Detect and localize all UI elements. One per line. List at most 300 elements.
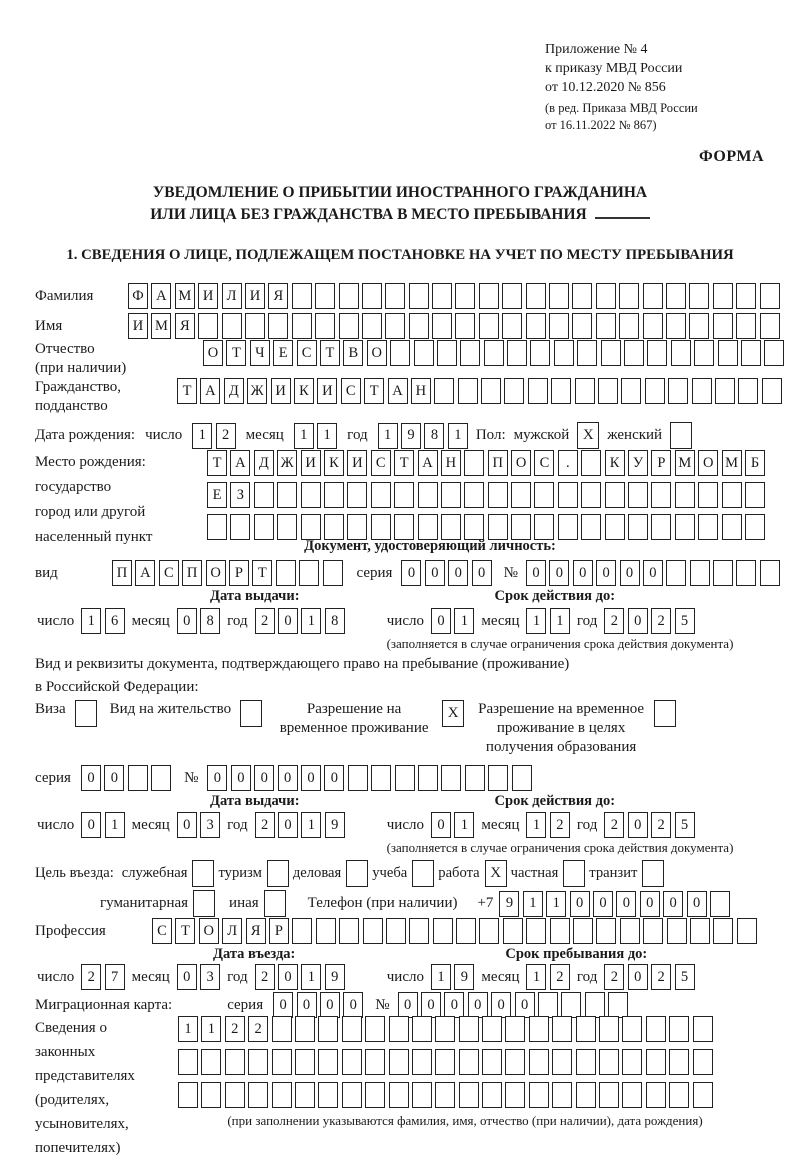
char-box[interactable] [389,1016,409,1042]
char-box[interactable]: 8 [200,608,220,634]
char-box[interactable] [690,918,710,944]
char-box[interactable] [418,514,438,540]
char-box[interactable] [581,514,601,540]
char-box[interactable] [693,1016,713,1042]
char-box[interactable] [576,1016,596,1042]
char-box[interactable]: О [511,450,531,476]
char-box[interactable] [201,1049,221,1075]
char-box[interactable]: 1 [454,608,474,634]
char-box[interactable] [643,918,663,944]
char-box[interactable]: Я [268,283,288,309]
char-box[interactable]: П [488,450,508,476]
char-box[interactable] [201,1082,221,1108]
char-box[interactable] [276,560,296,586]
char-box[interactable]: 1 [526,812,546,838]
char-box[interactable] [432,313,452,339]
char-box[interactable]: 0 [254,765,274,791]
char-box[interactable] [624,340,644,366]
char-box[interactable] [608,992,628,1018]
char-box[interactable]: 1 [526,608,546,634]
char-box[interactable] [550,918,570,944]
char-box[interactable]: 0 [278,812,298,838]
char-box[interactable]: Т [252,560,272,586]
char-box[interactable]: 1 [105,812,125,838]
char-box[interactable]: 0 [343,992,363,1018]
char-box[interactable]: 0 [278,765,298,791]
char-box[interactable] [762,378,782,404]
char-box[interactable] [254,514,274,540]
purpose-official-checkbox[interactable] [192,860,214,887]
char-box[interactable]: С [371,450,391,476]
char-box[interactable]: 0 [81,765,101,791]
char-box[interactable]: 0 [448,560,468,586]
char-box[interactable] [324,514,344,540]
char-box[interactable] [414,340,434,366]
char-box[interactable] [347,514,367,540]
char-box[interactable] [409,918,429,944]
char-box[interactable] [526,283,546,309]
char-box[interactable] [248,1049,268,1075]
char-box[interactable]: 9 [499,891,519,917]
char-box[interactable] [643,283,663,309]
char-box[interactable] [764,340,784,366]
char-box[interactable] [760,313,780,339]
char-box[interactable] [362,283,382,309]
char-box[interactable] [643,313,663,339]
char-box[interactable] [386,918,406,944]
char-box[interactable]: 1 [294,423,314,449]
char-box[interactable] [464,450,484,476]
char-box[interactable] [385,283,405,309]
char-box[interactable] [342,1082,362,1108]
char-box[interactable]: 2 [604,964,624,990]
char-box[interactable] [412,1082,432,1108]
char-box[interactable] [324,482,344,508]
char-box[interactable]: 1 [526,964,546,990]
char-box[interactable] [722,514,742,540]
char-box[interactable]: С [159,560,179,586]
char-box[interactable] [576,1049,596,1075]
char-box[interactable] [534,482,554,508]
char-box[interactable] [549,313,569,339]
char-box[interactable] [437,340,457,366]
char-box[interactable]: 0 [663,891,683,917]
char-box[interactable]: Е [207,482,227,508]
char-box[interactable]: П [182,560,202,586]
char-box[interactable] [558,482,578,508]
char-box[interactable]: 1 [201,1016,221,1042]
char-box[interactable]: 0 [549,560,569,586]
char-box[interactable] [435,1016,455,1042]
char-box[interactable]: 2 [225,1016,245,1042]
char-box[interactable]: 5 [675,812,695,838]
char-box[interactable] [669,1049,689,1075]
char-box[interactable] [342,1049,362,1075]
char-box[interactable]: 1 [301,812,321,838]
char-box[interactable] [482,1049,502,1075]
char-box[interactable]: О [206,560,226,586]
char-box[interactable]: 0 [468,992,488,1018]
char-box[interactable]: А [418,450,438,476]
char-box[interactable]: Ч [250,340,270,366]
char-box[interactable] [503,918,523,944]
char-box[interactable] [675,482,695,508]
char-box[interactable]: 1 [454,812,474,838]
char-box[interactable] [760,560,780,586]
char-box[interactable] [599,1049,619,1075]
char-box[interactable] [573,918,593,944]
char-box[interactable] [434,378,454,404]
char-box[interactable] [576,1082,596,1108]
char-box[interactable] [722,482,742,508]
char-box[interactable] [737,918,757,944]
char-box[interactable] [248,1082,268,1108]
char-box[interactable]: 0 [628,964,648,990]
char-box[interactable]: 0 [301,765,321,791]
char-box[interactable]: Т [394,450,414,476]
char-box[interactable] [371,514,391,540]
char-box[interactable] [619,313,639,339]
char-box[interactable] [502,283,522,309]
char-box[interactable] [622,1016,642,1042]
char-box[interactable]: 1 [317,423,337,449]
char-box[interactable]: 6 [105,608,125,634]
char-box[interactable] [561,992,581,1018]
char-box[interactable] [646,1049,666,1075]
char-box[interactable] [363,918,383,944]
char-box[interactable] [484,340,504,366]
char-box[interactable]: Л [222,918,242,944]
purpose-other-checkbox[interactable] [264,890,286,917]
char-box[interactable] [207,514,227,540]
char-box[interactable] [299,560,319,586]
visa-checkbox[interactable] [75,700,97,727]
char-box[interactable] [418,765,438,791]
char-box[interactable] [601,340,621,366]
char-box[interactable] [272,1049,292,1075]
char-box[interactable] [738,378,758,404]
char-box[interactable]: 2 [604,812,624,838]
char-box[interactable] [504,378,524,404]
char-box[interactable] [482,1016,502,1042]
char-box[interactable] [409,283,429,309]
char-box[interactable]: Я [246,918,266,944]
char-box[interactable]: 7 [105,964,125,990]
char-box[interactable] [698,482,718,508]
char-box[interactable] [689,283,709,309]
char-box[interactable] [316,918,336,944]
char-box[interactable]: 0 [320,992,340,1018]
char-box[interactable] [441,765,461,791]
char-box[interactable]: Т [175,918,195,944]
char-box[interactable]: 0 [628,812,648,838]
char-box[interactable] [464,514,484,540]
char-box[interactable] [394,482,414,508]
char-box[interactable] [178,1082,198,1108]
char-box[interactable] [230,514,250,540]
char-box[interactable]: 2 [81,964,101,990]
purpose-humanitarian-checkbox[interactable] [193,890,215,917]
char-box[interactable]: О [698,450,718,476]
char-box[interactable]: Т [364,378,384,404]
char-box[interactable] [690,560,710,586]
char-box[interactable]: 0 [398,992,418,1018]
char-box[interactable]: П [112,560,132,586]
char-box[interactable] [488,514,508,540]
char-box[interactable] [464,482,484,508]
char-box[interactable] [511,482,531,508]
char-box[interactable] [675,514,695,540]
char-box[interactable] [254,482,274,508]
char-box[interactable] [456,918,476,944]
char-box[interactable]: К [605,450,625,476]
char-box[interactable] [412,1049,432,1075]
char-box[interactable] [301,514,321,540]
char-box[interactable]: 0 [104,765,124,791]
char-box[interactable]: М [151,313,171,339]
char-box[interactable] [389,1082,409,1108]
char-box[interactable] [409,313,429,339]
char-box[interactable] [526,313,546,339]
char-box[interactable]: 5 [675,964,695,990]
char-box[interactable] [295,1082,315,1108]
char-box[interactable]: 0 [207,765,227,791]
sex-female-checkbox[interactable] [670,422,692,449]
char-box[interactable] [575,378,595,404]
char-box[interactable] [268,313,288,339]
temporary-residence-education-checkbox[interactable] [654,700,676,727]
char-box[interactable] [745,482,765,508]
char-box[interactable]: 0 [472,560,492,586]
char-box[interactable] [432,283,452,309]
char-box[interactable] [315,283,335,309]
char-box[interactable] [534,514,554,540]
char-box[interactable]: 0 [421,992,441,1018]
char-box[interactable] [647,340,667,366]
char-box[interactable]: 2 [550,964,570,990]
char-box[interactable] [529,1016,549,1042]
char-box[interactable] [605,514,625,540]
char-box[interactable] [339,283,359,309]
char-box[interactable] [669,1016,689,1042]
char-box[interactable]: 0 [231,765,251,791]
char-box[interactable] [529,1049,549,1075]
char-box[interactable] [736,283,756,309]
char-box[interactable]: 1 [301,608,321,634]
char-box[interactable] [745,514,765,540]
char-box[interactable] [488,765,508,791]
char-box[interactable] [528,378,548,404]
char-box[interactable] [620,918,640,944]
char-box[interactable] [460,340,480,366]
purpose-transit-checkbox[interactable] [642,860,664,887]
char-box[interactable]: 2 [248,1016,268,1042]
char-box[interactable] [621,378,641,404]
char-box[interactable]: 2 [651,964,671,990]
char-box[interactable] [651,514,671,540]
char-box[interactable] [760,283,780,309]
char-box[interactable] [459,1049,479,1075]
char-box[interactable] [339,313,359,339]
char-box[interactable]: 0 [425,560,445,586]
purpose-tourism-checkbox[interactable] [267,860,289,887]
char-box[interactable]: 0 [491,992,511,1018]
char-box[interactable]: 0 [177,608,197,634]
char-box[interactable] [694,340,714,366]
char-box[interactable] [713,918,733,944]
char-box[interactable] [365,1016,385,1042]
char-box[interactable]: 2 [216,423,236,449]
char-box[interactable] [666,283,686,309]
char-box[interactable] [459,1082,479,1108]
char-box[interactable] [318,1016,338,1042]
char-box[interactable] [488,482,508,508]
char-box[interactable] [669,1082,689,1108]
char-box[interactable]: 2 [604,608,624,634]
char-box[interactable]: 0 [401,560,421,586]
char-box[interactable]: М [675,450,695,476]
char-box[interactable] [552,1016,572,1042]
char-box[interactable] [741,340,761,366]
char-box[interactable] [507,340,527,366]
char-box[interactable] [479,283,499,309]
char-box[interactable] [715,378,735,404]
char-box[interactable] [435,1049,455,1075]
char-box[interactable] [713,560,733,586]
char-box[interactable]: Ф [128,283,148,309]
char-box[interactable] [736,560,756,586]
char-box[interactable] [385,313,405,339]
char-box[interactable]: У [628,450,648,476]
residence-permit-checkbox[interactable] [240,700,262,727]
char-box[interactable] [693,1082,713,1108]
char-box[interactable] [365,1049,385,1075]
char-box[interactable]: 2 [255,964,275,990]
char-box[interactable]: 0 [278,964,298,990]
char-box[interactable]: Р [269,918,289,944]
char-box[interactable]: 9 [325,964,345,990]
char-box[interactable] [628,482,648,508]
char-box[interactable] [651,482,671,508]
char-box[interactable] [628,514,648,540]
char-box[interactable] [394,514,414,540]
char-box[interactable] [667,918,687,944]
char-box[interactable]: . [558,450,578,476]
char-box[interactable] [572,283,592,309]
char-box[interactable] [622,1082,642,1108]
char-box[interactable]: 1 [448,423,468,449]
char-box[interactable] [455,283,475,309]
char-box[interactable]: 3 [200,964,220,990]
char-box[interactable]: 1 [378,423,398,449]
char-box[interactable]: Я [175,313,195,339]
char-box[interactable]: Р [229,560,249,586]
char-box[interactable] [710,891,730,917]
char-box[interactable]: И [347,450,367,476]
char-box[interactable] [418,482,438,508]
char-box[interactable]: Т [207,450,227,476]
char-box[interactable] [225,1082,245,1108]
char-box[interactable] [272,1016,292,1042]
char-box[interactable] [292,918,312,944]
char-box[interactable]: И [301,450,321,476]
char-box[interactable] [596,313,616,339]
char-box[interactable]: 0 [297,992,317,1018]
char-box[interactable]: 2 [651,608,671,634]
char-box[interactable]: 0 [570,891,590,917]
char-box[interactable]: С [297,340,317,366]
char-box[interactable] [596,918,616,944]
char-box[interactable]: И [128,313,148,339]
char-box[interactable]: Ж [277,450,297,476]
char-box[interactable] [505,1082,525,1108]
char-box[interactable]: О [367,340,387,366]
char-box[interactable]: 9 [454,964,474,990]
char-box[interactable] [482,1082,502,1108]
char-box[interactable]: 2 [550,812,570,838]
char-box[interactable]: 1 [192,423,212,449]
char-box[interactable] [505,1016,525,1042]
char-box[interactable]: 0 [628,608,648,634]
char-box[interactable] [277,514,297,540]
char-box[interactable] [622,1049,642,1075]
char-box[interactable] [295,1016,315,1042]
char-box[interactable] [277,482,297,508]
char-box[interactable] [441,514,461,540]
char-box[interactable]: И [271,378,291,404]
char-box[interactable] [572,313,592,339]
char-box[interactable]: А [151,283,171,309]
char-box[interactable] [619,283,639,309]
char-box[interactable]: 3 [200,812,220,838]
char-box[interactable] [577,340,597,366]
char-box[interactable]: М [722,450,742,476]
sex-male-checkbox[interactable]: X [577,422,599,449]
char-box[interactable]: М [175,283,195,309]
char-box[interactable]: 0 [640,891,660,917]
char-box[interactable] [549,283,569,309]
char-box[interactable]: Н [411,378,431,404]
char-box[interactable]: 5 [675,608,695,634]
char-box[interactable] [292,283,312,309]
char-box[interactable] [554,340,574,366]
char-box[interactable] [698,514,718,540]
char-box[interactable] [605,482,625,508]
char-box[interactable] [292,313,312,339]
char-box[interactable]: 0 [687,891,707,917]
char-box[interactable] [362,313,382,339]
char-box[interactable] [465,765,485,791]
char-box[interactable]: А [230,450,250,476]
char-box[interactable]: Е [273,340,293,366]
char-box[interactable] [433,918,453,944]
char-box[interactable]: К [324,450,344,476]
char-box[interactable]: 0 [431,812,451,838]
char-box[interactable]: О [199,918,219,944]
char-box[interactable] [512,765,532,791]
char-box[interactable] [318,1049,338,1075]
char-box[interactable] [585,992,605,1018]
char-box[interactable]: 0 [324,765,344,791]
char-box[interactable]: С [152,918,172,944]
char-box[interactable] [552,1049,572,1075]
char-box[interactable] [529,1082,549,1108]
char-box[interactable]: И [317,378,337,404]
char-box[interactable] [371,482,391,508]
char-box[interactable] [713,313,733,339]
char-box[interactable] [552,1082,572,1108]
char-box[interactable]: 1 [81,608,101,634]
